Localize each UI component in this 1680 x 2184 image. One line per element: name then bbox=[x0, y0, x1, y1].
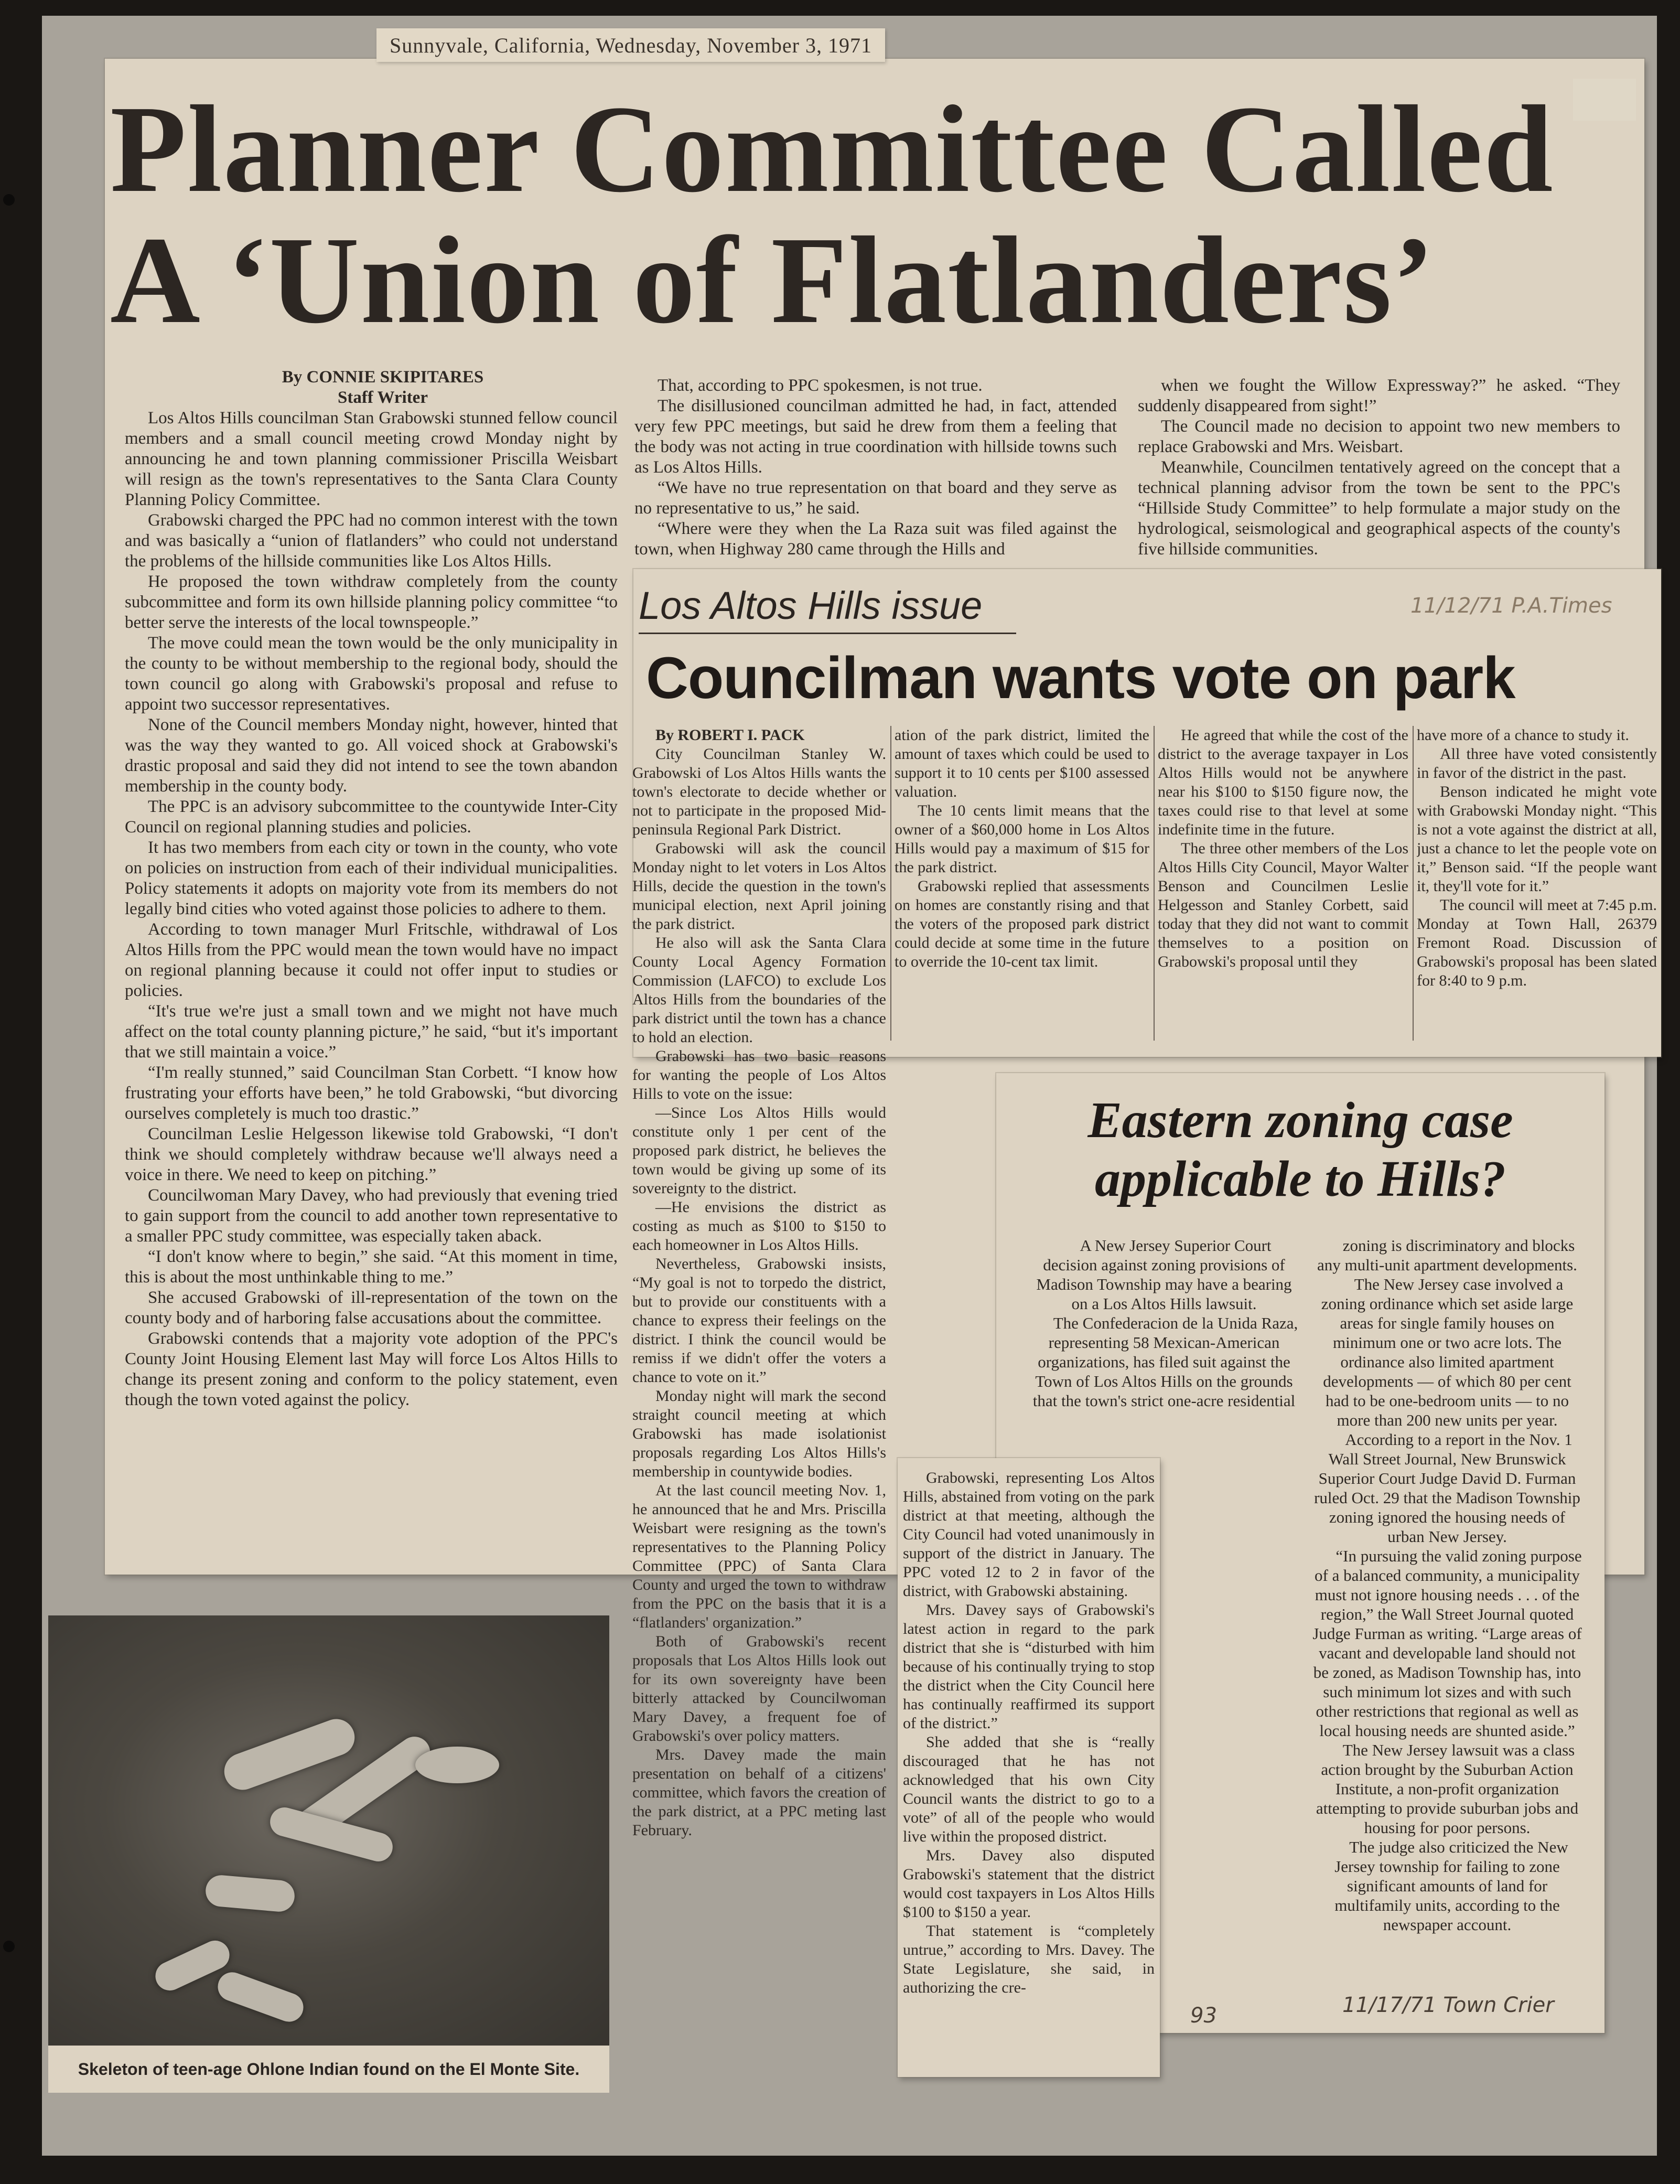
byline: By ROBERT I. PACK bbox=[655, 726, 805, 744]
paragraph: The New Jersey lawsuit was a class action brought by the Suburban Action Institute, a non-profit organization attempting to provide suburban jobs and housing for poor persons. bbox=[1316, 1741, 1579, 1837]
paragraph: The council will meet at 7:45 p.m. Monday at Town Hall, 26379 Fremont Road. Discussion of Grabowski's proposal has been slated for 8:40 to 9 p.m. bbox=[1417, 896, 1657, 989]
paragraph: The Council made no decision to appoint two new members to replace Grabowski and Mrs. Weisbart. bbox=[1138, 417, 1620, 456]
page-number-note: 93 bbox=[1190, 2004, 1217, 2028]
paragraph: Mrs. Davey also disputed Grabowski's statement that the district would cost taxpayers in Los Altos Hills $100 to $150 a year. bbox=[903, 1847, 1155, 1921]
paragraph: —Since Los Altos Hills would constitute only 1 per cent of the proposed park district, he believes the town would be giving up some of its sovereignty to the district. bbox=[632, 1104, 886, 1197]
paragraph: zoning is discriminatory and blocks any multi-unit apartment developments. bbox=[1317, 1236, 1577, 1274]
paragraph: The judge also criticized the New Jersey township for failing to zone significant amounts of land for multifamily units, according to the newspaper account. bbox=[1334, 1838, 1568, 1934]
paragraph: The three other members of the Los Altos Hills City Council, Mayor Walter Benson and Councilmen Leslie Helgesson and Stanley Corbett, said today that they did not want to commit themselves to a position on Grabowski's proposal until they bbox=[1158, 840, 1408, 970]
headline-line-2: A ‘Union of Flatlanders’ bbox=[110, 211, 1436, 349]
paragraph: He agreed that while the cost of the district to the average taxpayer in Los Altos Hills would not be anywhere near his $100 to $150 figure now, the taxes could rise to that level at some indefinite time in the future. bbox=[1158, 726, 1408, 838]
paragraph: “I don't know where to begin,” she said. “At this moment in time, this is about the most unthinkable thing to me.” bbox=[125, 1247, 618, 1287]
paragraph: The move could mean the town would be the only municipality in the county to be without membership to the regional body, should the town council go along with Grabowski's proposal and refuse to appoint two successor representatives. bbox=[125, 634, 618, 714]
story3-column-1 bbox=[1028, 1236, 1300, 1446]
paragraph: She accused Grabowski of ill-representation of the town on the county body and of harboring false accusations about the committee. bbox=[125, 1288, 618, 1327]
story2-headline: Councilman wants vote on park bbox=[646, 645, 1515, 711]
paragraph: That statement is “completely untrue,” according to Mrs. Davey. The State Legislature, she said, in authorizing the cre- bbox=[903, 1922, 1155, 1996]
paragraph: Grabowski has two basic reasons for wanting the people of Los Altos Hills to vote on the issue: bbox=[632, 1047, 886, 1102]
paragraph: ation of the park district, limited the amount of taxes which could be used to support it to 10 cents per $100 assessed valuation. bbox=[895, 726, 1149, 800]
byline: By CONNIE SKIPITARES bbox=[282, 368, 484, 387]
story3-column-2 bbox=[1311, 1236, 1584, 1980]
paragraph: Monday night will mark the second straight council meeting at which Grabowski has made isolationist proposals regarding Los Altos Hills's membership in countywide bodies. bbox=[632, 1387, 886, 1480]
paragraph: She added that she is “really discouraged that he has not acknowledged that his own City Council wants the district to go to a vote” of all of the people who would live within the proposed district. bbox=[903, 1733, 1155, 1845]
story1-column-3 bbox=[1138, 376, 1620, 559]
paragraph: Los Altos Hills councilman Stan Grabowski stunned fellow council members and a small council meeting crowd Monday night by announcing he and town planning commissioner Priscilla Weisbart will resign as the town's representatives to the Santa Clara County Planning Policy Committee. bbox=[125, 409, 618, 509]
story1-column-2 bbox=[634, 376, 1117, 559]
bone-shape bbox=[214, 1968, 308, 2026]
paragraph: Grabowski, representing Los Altos Hills, abstained from voting on the park district at that meeting, although the City Council had voted unanimously in support of the district in January. The PPC voted 12 to 2 in favor of the district, with Grabowski abstaining. bbox=[903, 1469, 1155, 1600]
headline-line-2: applicable to Hills? bbox=[1095, 1151, 1506, 1207]
story2-continuation bbox=[903, 1469, 1155, 2072]
headline-line-1: Eastern zoning case bbox=[1087, 1092, 1513, 1149]
paragraph: Grabowski replied that assessments on homes are constantly rising and that the voters of the proposed park district could decide at some time in the future to override the 10-cent tax limit. bbox=[895, 877, 1149, 970]
kicker-rule bbox=[639, 633, 1016, 634]
photo-caption: Skeleton of teen-age Ohlone Indian found on the El Monte Site. bbox=[48, 2046, 609, 2093]
binder-hole bbox=[3, 1941, 15, 1952]
paragraph: It has two members from each city or town in the county, who vote on policies on instruction from each of their individual municipalities. Policy statements it adopts on majority vote from its members do not legally bind cities who voted against those policies to adhere to them. bbox=[125, 838, 618, 918]
paragraph: “Where were they when the La Raza suit was filed against the town, when Highway 280 came through the Hills and bbox=[634, 519, 1117, 559]
bone-shape bbox=[415, 1747, 499, 1783]
paragraph: —He envisions the district as costing as much as $100 to $150 to each homeowner in Los Altos Hills. bbox=[632, 1198, 886, 1254]
paragraph: The disillusioned councilman admitted he had, in fact, attended very few PPC meetings, but said he drew from them a feeling that the body was not acting in true coordination with hillside towns such as Los Altos Hills. bbox=[634, 397, 1117, 477]
paragraph: Councilman Leslie Helgesson likewise told Grabowski, “I don't think we should completely withdraw because we'll always need a voice in there. We need to keep on pitching.” bbox=[125, 1125, 618, 1184]
binder-hole bbox=[3, 194, 15, 206]
paragraph: The Confederacion de la Unida Raza, representing 58 Mexican-American organizations, has filed suit against the Town of Los Altos Hills on the grounds that the town's strict one-acre residential bbox=[1032, 1314, 1298, 1410]
paragraph: According to town manager Murl Fritschle, withdrawal of Los Altos Hills from the PPC would mean the town would have no impact on regional planning because it could not offer input to studies or policies. bbox=[125, 920, 618, 1000]
story2-column-4 bbox=[1417, 726, 1657, 1051]
story1-column-1 bbox=[125, 367, 618, 1573]
story3-headline bbox=[996, 1091, 1604, 1208]
column-rule bbox=[1413, 726, 1414, 1041]
paragraph: Mrs. Davey says of Grabowski's latest action in regard to the park district that she is “disturbed with him because of his continually trying to stop the district when the City Council here has continually reaffirmed its support of the district.” bbox=[903, 1601, 1155, 1732]
byline-title: Staff Writer bbox=[338, 388, 428, 407]
paragraph: Mrs. Davey made the main presentation on behalf of a citizens' committee, which favors the creation of the park district, at a PPC meting last February. bbox=[632, 1746, 886, 1839]
skeleton-photo bbox=[48, 1615, 609, 2046]
story2-column-2 bbox=[895, 726, 1149, 1051]
paragraph: Grabowski contends that a majority vote adoption of the PPC's County Joint Housing Element last May will force Los Altos Hills to change its present zoning and conform to the policy statement, even though the town voted against the policy. bbox=[125, 1329, 618, 1409]
dateline: Sunnyvale, California, Wednesday, November 3, 1971 bbox=[376, 28, 885, 62]
paragraph: The PPC is an advisory subcommittee to the countywide Inter-City Council on regional planning studies and policies. bbox=[125, 797, 618, 837]
paragraph: Nevertheless, Grabowski insists, “My goal is not to torpedo the district, but to provide our constituents with a chance to express their feelings on the district. I think the council would be remiss if we didn't offer the voters a chance to vote on it.” bbox=[632, 1255, 886, 1386]
headline-line-1: Planner Committee Called bbox=[110, 80, 1554, 218]
paragraph: All three have voted consistently in favor of the district in the past. bbox=[1417, 745, 1657, 781]
story1-headline bbox=[110, 80, 1641, 349]
story2-column-1 bbox=[632, 726, 886, 2095]
paragraph: “We have no true representation on that board and they serve as no representative to us,” he said. bbox=[634, 478, 1117, 518]
paragraph: That, according to PPC spokesmen, is not true. bbox=[658, 376, 983, 395]
handwritten-note: 11/12/71 P.A.Times bbox=[1410, 594, 1612, 618]
paragraph: At the last council meeting Nov. 1, he announced that he and Mrs. Priscilla Weisbart were resigning as the town's representatives to the Planning Policy Committee (PPC) of Santa Clara County and urged the town to withdraw from the PPC on the basis that it is a “flatlanders' organization.” bbox=[632, 1482, 886, 1631]
paragraph: The 10 cents limit means that the owner of a $60,000 home in Los Altos Hills would pay a maximum of $15 for the park district. bbox=[895, 802, 1149, 876]
paragraph: Benson indicated he might vote with Grabowski Monday night. “This is not a vote against the district at all, just a chance to let the people vote on it,” Benson said. “If the people want it, they'll vote for it.” bbox=[1417, 783, 1657, 895]
bone-shape bbox=[219, 1714, 360, 1795]
paragraph: He also will ask the Santa Clara County Local Agency Formation Commission (LAFCO) to exclude Los Altos Hills from the boundaries of the park district until the town has a chance to hold an election. bbox=[632, 934, 886, 1046]
paragraph: “In pursuing the valid zoning purpose of a balanced community, a municipality must not ignore housing needs . . . of the region,” the Wall Street Journal quoted Judge Furman as writing. “Large areas of vacant and developable land should not be zoned, as Madison Township has, into such minimum lot sizes and with such other restrictions that regional as well as local housing needs are shunted aside.” bbox=[1312, 1547, 1582, 1740]
bone-shape bbox=[204, 1874, 296, 1913]
paragraph: when we fought the Willow Expressway?” he asked. “They suddenly disappeared from sight!” bbox=[1138, 376, 1620, 415]
paragraph: City Councilman Stanley W. Grabowski of Los Altos Hills wants the town's electorate to decide whether or not to participate in the proposed Mid-peninsula Regional Park District. bbox=[632, 745, 886, 838]
handwritten-note: 11/17/71 Town Crier bbox=[1342, 1993, 1554, 2017]
column-rule bbox=[890, 726, 891, 1041]
paragraph: “It's true we're just a small town and we might not have much affect on the total county planning picture,” he said, “but it's important that we still maintain a voice.” bbox=[125, 1002, 618, 1062]
paragraph: None of the Council members Monday night, however, hinted that was the way they wanted to go. All voiced shock at Grabowski's drastic proposal and said they did not intend to see the town abandon membership in the county body. bbox=[125, 715, 618, 796]
paragraph: According to a report in the Nov. 1 Wall Street Journal, New Brunswick Superior Court Judge David D. Furman ruled Oct. 29 that the Madison Township zoning ignored the housing needs of urban New Jersey. bbox=[1314, 1430, 1580, 1546]
paragraph: “I'm really stunned,” said Councilman Stan Corbett. “I know how frustrating your efforts have been,” he told Grabowski, “but divorcing ourselves completely is much too drastic.” bbox=[125, 1063, 618, 1123]
paragraph: Both of Grabowski's recent proposals that Los Altos Hills look out for its own sovereignty have been bitterly attacked by Councilwoman Mary Davey, a frequent foe of Grabowski's over policy matters. bbox=[632, 1633, 886, 1744]
paragraph: A New Jersey Superior Court decision against zoning provisions of Madison Township may have a bearing on a Los Altos Hills lawsuit. bbox=[1036, 1236, 1292, 1313]
column-rule bbox=[1154, 726, 1155, 1041]
story2-kicker: Los Altos Hills issue bbox=[639, 584, 983, 627]
paragraph: Councilwoman Mary Davey, who had previously that evening tried to gain support from the council to add another town representative to a smaller PPC study committee, was especially taken aback. bbox=[125, 1186, 618, 1246]
paragraph: Meanwhile, Councilmen tentatively agreed on the concept that a technical planning advisor from the town be sent to the PPC's “Hillside Study Committee” to help formulate a major study on the hydrological, seismological and geographical aspects of the county's five hillside communities. bbox=[1138, 458, 1620, 559]
paragraph: The New Jersey case involved a zoning ordinance which set aside large areas for single family houses on minimum one or two acre lots. The ordinance also limited apartment developments — of which 80 per cent had to be one-bedroom units — to no more than 200 new units per year. bbox=[1321, 1275, 1574, 1429]
paragraph: Grabowski charged the PPC had no common interest with the town and was basically a “union of flatlanders” who could not understand the problems of the hillside communities like Los Altos Hills. bbox=[125, 511, 618, 571]
paragraph: Grabowski will ask the council Monday night to let voters in Los Altos Hills, decide the question in the town's municipal election, next April joining the park district. bbox=[632, 840, 886, 933]
story2-column-3 bbox=[1158, 726, 1408, 1051]
paragraph: have more of a chance to study it. bbox=[1417, 726, 1629, 744]
paragraph: He proposed the town withdraw completely from the county subcommittee and form its own hillside planning policy committee “to better serve the interests of the local townspeople.” bbox=[125, 572, 618, 632]
